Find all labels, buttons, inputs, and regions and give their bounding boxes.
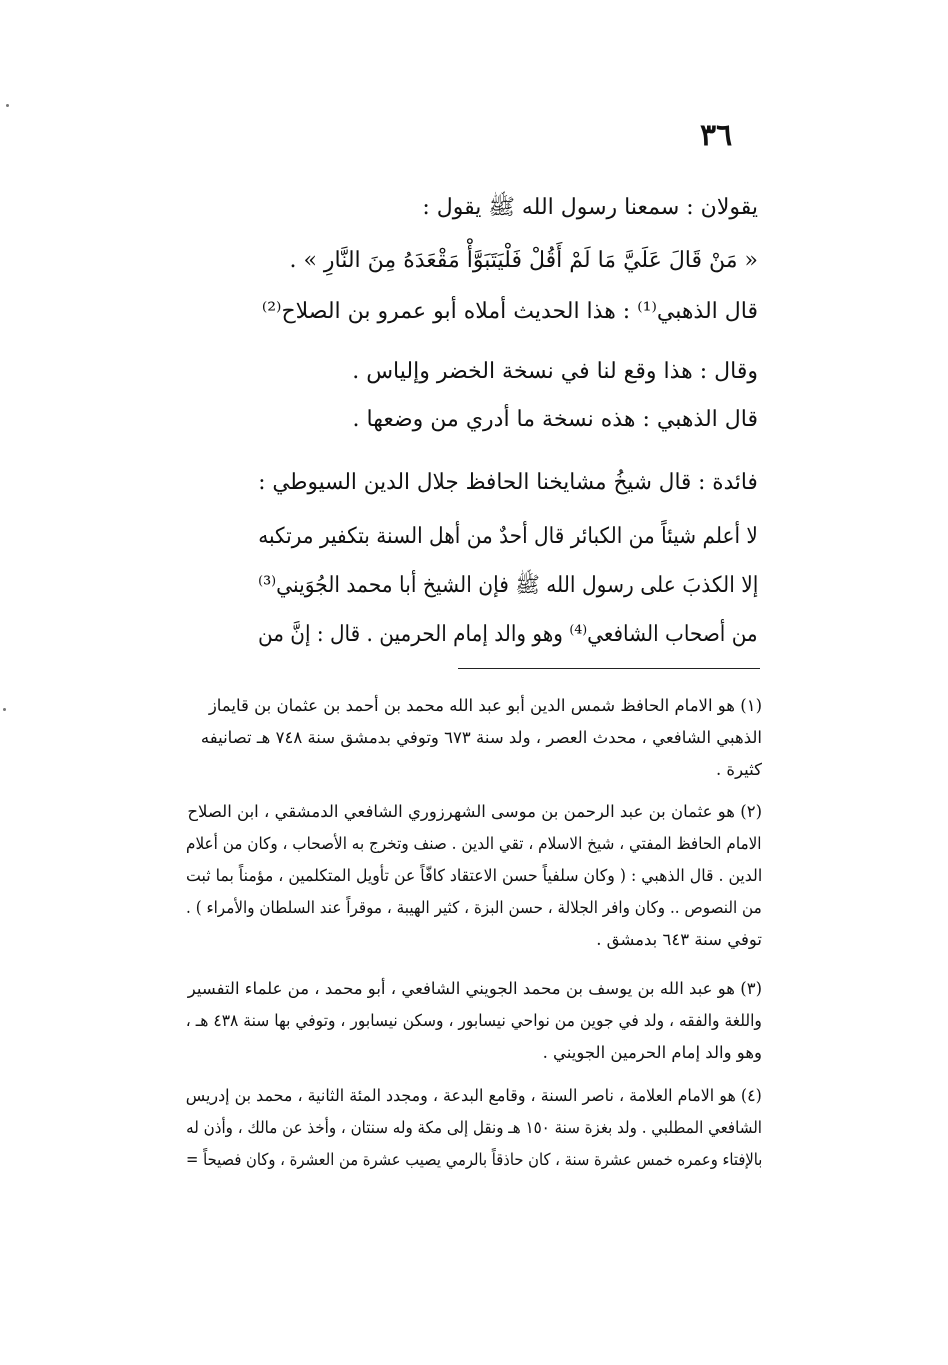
footnote-line: بالإفتاء وعمره خمس عشرة سنة ، كان حاذقاً بالرمي يصيب عشرة من العشرة ، وكان فصيحاً = xyxy=(185,1150,762,1169)
main-line-9: من أصحاب الشافعي⁽⁴⁾ وهو والد إمام الحرمين . قال : إنَّ من xyxy=(258,622,758,647)
footnote-line: وهو والد إمام الحرمين الجويني . xyxy=(542,1043,762,1062)
main-line-5: قال الذهبي : هذه نسخة ما أدري من وضعها . xyxy=(352,407,758,432)
footnote-line: (٣) هو عبد الله بن يوسف بن محمد الجويني الشافعي ، أبو محمد ، من علماء التفسير xyxy=(187,979,762,998)
page-number: ٣٦ xyxy=(700,118,733,153)
scan-speck xyxy=(3,708,6,711)
main-line-4: وقال : هذا وقع لنا في نسخة الخضر وإلياس . xyxy=(352,359,758,384)
footnote-line: كثيرة . xyxy=(715,760,762,779)
footnote-line: الشافعي المطلبي . ولد بغزة سنة ١٥٠ هـ ونقل إلى مكة وله سنتان ، وأخذ عن مالك ، وأذن له xyxy=(186,1118,762,1137)
scan-speck xyxy=(6,104,9,107)
footnote-line: (٤) هو الامام العلامة ، ناصر السنة ، وقامع البدعة ، ومجدد المئة الثانية ، محمد بن إدريس xyxy=(185,1086,762,1105)
main-line-7: لا أعلم شيئاً من الكبائر قال أحدٌ من أهل السنة بتكفير مرتكبه xyxy=(258,524,758,549)
footnote-separator xyxy=(458,668,760,669)
footnote-line: الدين . قال الذهبي : ( وكان سلفياً حسن الاعتقاد كافّاً عن تأويل المتكلمين ، مؤمناً بما ثبت xyxy=(185,866,762,885)
main-line-6: فائدة : قال شيخُ مشايخنا الحافظ جلال الدين السيوطي : xyxy=(258,470,758,495)
main-line-1: يقولان : سمعنا رسول الله ﷺ يقول : xyxy=(422,195,758,220)
footnote-line: من النصوص .. وكان وافر الجلالة ، حسن البزة ، كثير الهيبة ، موقراً عند السلطان والأمراء ) . xyxy=(186,898,762,917)
main-line-8: إلا الكذبَ على رسول الله ﷺ فإن الشيخ أبا محمد الجُوَيني⁽³⁾ xyxy=(257,573,758,598)
footnote-line: (١) هو الامام الحافظ شمس الدين أبو عبد الله محمد بن أحمد بن عثمان بن قايماز xyxy=(208,696,762,715)
footnote-line: واللغة والفقه ، ولد في جوين من نواحي نيسابور ، وسكن نيسابور ، وتوفي بها سنة ٤٣٨ هـ ، xyxy=(185,1011,762,1030)
footnote-line: توفي سنة ٦٤٣ بدمشق . xyxy=(596,930,762,949)
main-line-3: قال الذهبي⁽¹⁾ : هذا الحديث أملاه أبو عمرو بن الصلاح⁽²⁾ xyxy=(261,299,758,324)
footnote-line: الذهبي الشافعي ، محدث العصر ، ولد سنة ٦٧٣ وتوفي بدمشق سنة ٧٤٨ هـ تصانيفه xyxy=(200,728,762,747)
footnote-line: الامام الحافظ المفتي ، شيخ الاسلام ، تقي الدين . صنف وتخرج به الأصحاب ، وكان من أعلام xyxy=(186,834,762,853)
footnote-line: (٢) هو عثمان بن عبد الرحمن بن موسى الشهرزوري الشافعي الدمشقي ، ابن الصلاح xyxy=(187,802,762,821)
main-line-2: « مَنْ قَالَ عَلَيَّ مَا لَمْ أَقُلْ فَلْيَتَبَوَّأْ مَقْعَدَهُ مِنَ النَّارِ » . xyxy=(289,248,758,273)
